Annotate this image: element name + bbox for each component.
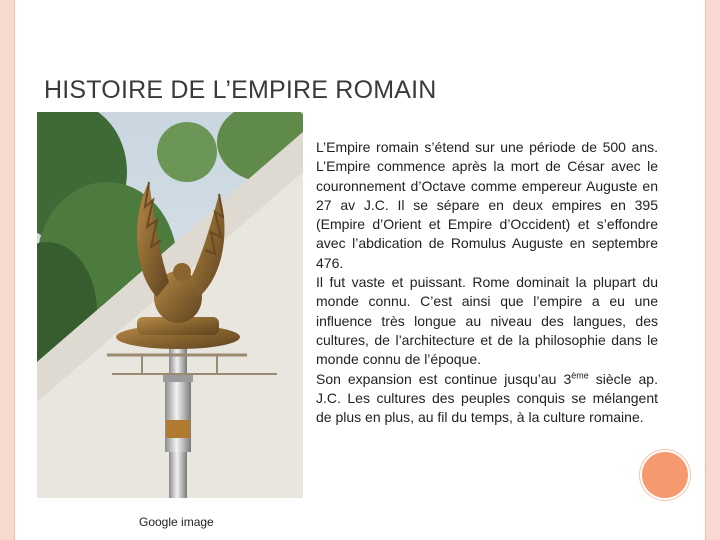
decorative-orange-circle	[640, 450, 690, 500]
paragraph-1: L’Empire romain s’étend sur une période de 500 ans. L’Empire commence après la mort de César avec le couronnement d’Octave comme empereur Auguste en 27 av J.C. Il se sépare en deux empires en 395 (Empire d’Orient et Empire d’Occident) et s’effondre avec l’abdication de Romulus Auguste en septembre 476.	[316, 139, 658, 271]
frame-left-border	[0, 0, 14, 540]
image-caption: Google image	[139, 515, 214, 529]
paragraph-2: Il fut vaste et puissant. Rome dominait la plupart du monde connu. C’est ainsi que l’empire a eu une influence très longue au niveau des langues, des cultures, de l’architecture et de la philosophie dans le monde connu de l’époque.	[316, 274, 658, 368]
slide-title: HISTOIRE DE L’EMPIRE ROMAIN	[44, 76, 437, 104]
frame-right-line	[705, 0, 706, 540]
frame-right-border	[706, 0, 720, 540]
paragraph-3	[316, 370, 658, 428]
frame-left-line	[14, 0, 15, 540]
paragraph-3-end: siècle ap. J.C. Les cultures des peuples conquis se mélangent de plus en plus, au fil du temps, à la culture romaine.	[316, 370, 658, 426]
paragraph-3-superscript: ème	[571, 369, 589, 380]
aquila-eagle-standard-image	[37, 112, 303, 498]
paragraph-3-start: Son expansion est continue jusqu’au 3	[316, 370, 572, 387]
slide-body-text	[316, 138, 658, 427]
